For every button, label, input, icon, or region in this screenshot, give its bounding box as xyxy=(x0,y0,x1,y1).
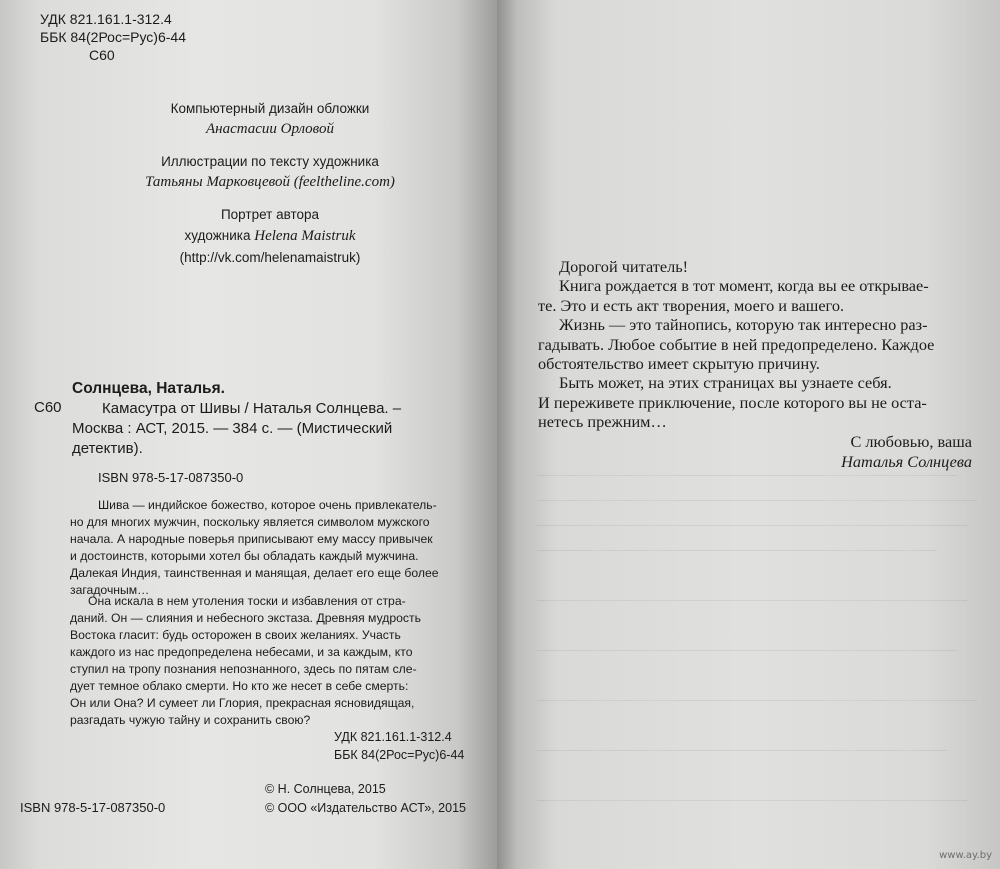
bbk-code: ББК 84(2Рос=Рус)6-44 xyxy=(40,29,186,45)
classification-header xyxy=(40,10,186,64)
isbn-footer: ISBN 978-5-17-087350-0 xyxy=(20,800,166,815)
copyright-author: © Н. Солнцева, 2015 xyxy=(265,782,386,796)
letter-closing: С любовью, ваша xyxy=(850,432,972,451)
annotation-line: Шива — индийское божество, которое очень привлекатель- xyxy=(98,498,437,512)
letter-line: обстоятельство имеет скрытую причину. xyxy=(538,354,820,374)
annotation-line: и достоинств, которыми хотел бы обладать каждый мужчина. xyxy=(70,549,419,563)
credit-name-prefix: художника xyxy=(184,228,255,243)
bib-description xyxy=(72,399,482,459)
udk-code: УДК 821.161.1-312.4 xyxy=(40,11,172,27)
letter-signature: Наталья Солнцева xyxy=(841,452,972,471)
left-page xyxy=(0,0,497,869)
cover-design-credit xyxy=(120,98,420,140)
annotation-paragraph-1 xyxy=(70,497,480,599)
watermark: www.ay.by xyxy=(939,850,992,861)
bib-line: Москва : АСТ, 2015. — 384 с. — (Мистический xyxy=(72,420,393,437)
annotation-line: Востока гласит: будь осторожен в своих желаниях. Участь xyxy=(70,628,401,642)
show-through xyxy=(537,650,957,651)
credit-label: Иллюстрации по тексту художника xyxy=(161,154,379,169)
letter-line: нетесь прежним… xyxy=(538,412,667,432)
udk-code: УДК 821.161.1-312.4 xyxy=(334,730,452,744)
annotation-line: загадочным… xyxy=(70,583,150,597)
annotation-line: даний. Он — слияния и небесного экстаза. Древняя мудрость xyxy=(70,611,421,625)
letter-line: те. Это и есть акт творения, моего и вашего. xyxy=(538,295,845,315)
annotation-line: каждого из нас предопределена небесами, и за каждым, кто xyxy=(70,645,413,659)
letter-line: Книга рождается в тот момент, когда вы ее открывае- xyxy=(559,276,929,296)
bbk-code: ББК 84(2Рос=Рус)6-44 xyxy=(334,748,465,762)
right-page xyxy=(497,0,1000,869)
show-through xyxy=(537,750,947,751)
show-through xyxy=(537,550,937,551)
credit-label: Портрет автора xyxy=(220,207,320,222)
letter-line: Жизнь — это тайнопись, которую так интересно раз- xyxy=(559,315,928,335)
annotation-line: начала. А народные поверья приписывают ему массу привычек xyxy=(70,532,433,546)
author-mark: С60 xyxy=(89,47,115,63)
annotation-line: Далекая Индия, таинственная и манящая, делает его еще более xyxy=(70,566,439,580)
credit-name-line xyxy=(120,225,420,247)
illustrations-credit xyxy=(120,151,420,193)
annotation-line: ступил на тропу познания непознанного, здесь по пятам сле- xyxy=(70,662,417,676)
credit-name: Helena Maistruk xyxy=(254,228,356,244)
credit-name: Татьяны Марковцевой (feeltheline.com) xyxy=(145,174,395,190)
annotation-line: дует темное облако смерти. Но кто же несет в себе смерть: xyxy=(70,679,409,693)
letter-signoff xyxy=(841,432,972,472)
show-through xyxy=(537,475,957,476)
letter-greeting: Дорогой читатель! xyxy=(559,257,689,276)
annotation-line: разгадать чужую тайну и сохранить свою? xyxy=(70,713,311,727)
show-through xyxy=(537,800,967,801)
copyright-block xyxy=(265,780,466,818)
bib-isbn: ISBN 978-5-17-087350-0 xyxy=(98,470,244,485)
annotation-line: Она искала в нем утоления тоски и избавления от стра- xyxy=(88,594,406,608)
portrait-credit xyxy=(120,204,420,268)
classification-footer xyxy=(334,728,464,764)
bib-line: детектив). xyxy=(72,440,143,457)
letter-line: И переживете приключение, после которого вы не оста- xyxy=(538,392,927,412)
reader-letter xyxy=(538,257,968,432)
annotation-line: Он или Она? И сумеет ли Глория, прекрасная ясновидящая, xyxy=(70,696,415,710)
show-through xyxy=(537,700,977,701)
show-through xyxy=(537,525,967,526)
credit-url: (http://vk.com/helenamaistruk) xyxy=(179,250,361,265)
bib-author: Солнцева, Наталья. xyxy=(72,380,225,397)
show-through xyxy=(537,500,977,501)
credit-name: Анастасии Орловой xyxy=(206,121,334,137)
credit-label: Компьютерный дизайн обложки xyxy=(170,101,370,116)
show-through xyxy=(537,600,967,601)
credits-block xyxy=(120,98,420,279)
letter-line: Быть может, на этих страницах вы узнаете себя. xyxy=(559,373,892,393)
annotation-line: но для многих мужчин, поскольку является символом мужского xyxy=(70,515,430,529)
bib-line: Камасутра от Шивы / Наталья Солнцева. – xyxy=(102,400,402,417)
copyright-publisher: © ООО «Издательство АСТ», 2015 xyxy=(265,801,466,815)
letter-line: гадывать. Любое событие в ней предопределено. Каждое xyxy=(538,334,935,354)
bib-classification: С60 xyxy=(34,399,62,416)
annotation-paragraph-2 xyxy=(70,593,480,729)
